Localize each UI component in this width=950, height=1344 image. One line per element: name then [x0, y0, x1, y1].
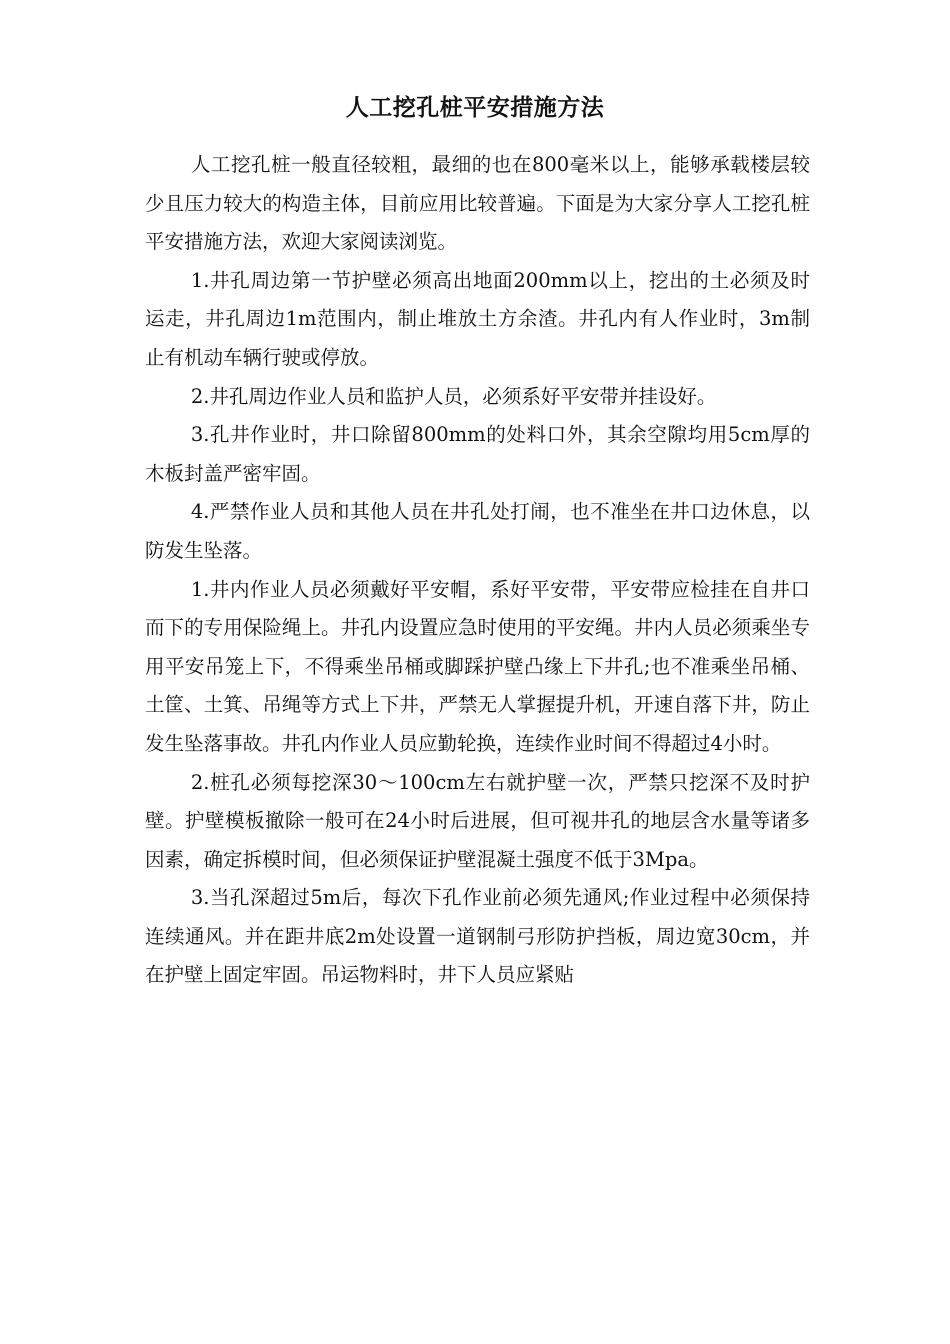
paragraph-2: 2.井孔周边作业人员和监护人员，必须系好平安带并挂设好。: [190, 384, 717, 408]
paragraph-3: 3.孔井作业时，井口除留800mm的处料口外，其余空隙均用5cm厚的木板封盖严密牢固。: [145, 423, 810, 485]
document-title: 人工挖孔桩平安措施方法: [345, 94, 605, 121]
paragraph-5: 1.井内作业人员必须戴好平安帽，系好平安带，平安带应检挂在自井口而下的专用保险绳上。井孔内设置应急时使用的平安绳。井内人员必须乘坐专用平安吊笼上下，不得乘坐吊桶或脚踩护壁凸缘上下井孔;也不准乘坐吊桶、土筐、土箕、吊绳等方式上下井，严禁无人掌握提升机，开速自落下井，防止发生坠落事故。井孔内作业人员应勤轮换，连续作业时间不得超过4小时。: [145, 577, 810, 755]
document-body: [145, 146, 810, 995]
paragraph-4: 4.严禁作业人员和其他人员在井孔处打闹，也不准坐在井口边休息，以防发生坠落。: [145, 500, 810, 562]
paragraph-7: 3.当孔深超过5m后，每次下孔作业前必须先通风;作业过程中必须保持连续通风。并在距井底2m处设置一道钢制弓形防护挡板，周边宽30cm，并在护壁上固定牢固。吊运物料时，井下人员应紧贴: [145, 886, 810, 987]
paragraph-intro: 人工挖孔桩一般直径较粗，最细的也在800毫米以上，能够承载楼层较少且压力较大的构造主体，目前应用比较普遍。下面是为大家分享人工挖孔桩平安措施方法，欢迎大家阅读浏览。: [145, 153, 810, 254]
paragraph-6: 2.桩孔必须每挖深30～100cm左右就护壁一次，严禁只挖深不及时护壁。护壁模板撤除一般可在24小时后进展，但可视井孔的地层含水量等诸多因素，确定拆模时间，但必须保证护壁混凝土强度不低于3Mpa。: [145, 770, 810, 871]
paragraph-1: 1.井孔周边第一节护壁必须高出地面200mm以上，挖出的土必须及时运走，井孔周边1m范围内，制止堆放土方余渣。井孔内有人作业时，3m制止有机动车辆行驶或停放。: [145, 268, 810, 369]
